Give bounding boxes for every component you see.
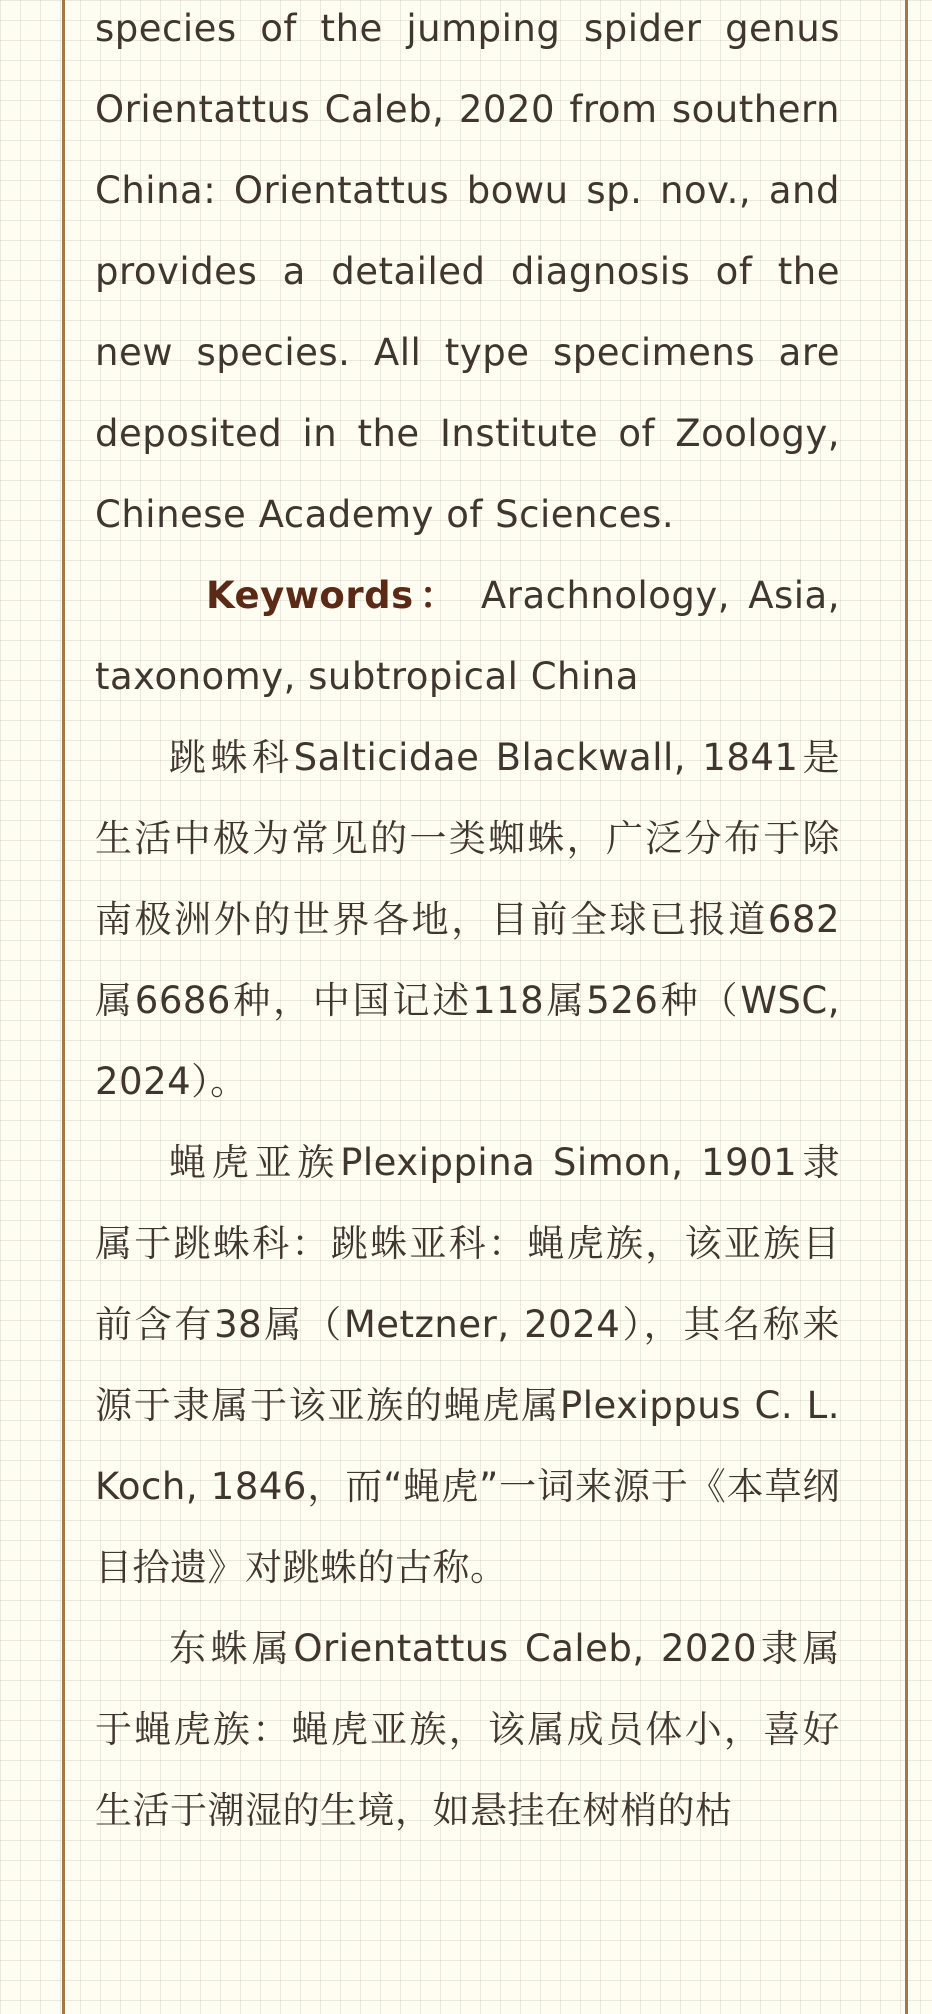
keywords-label: Keywords： (206, 574, 463, 617)
left-border-line (62, 0, 65, 2014)
keywords-paragraph (95, 555, 840, 717)
body-paragraph-orientattus: 东蛛属Orientattus Caleb, 2020隶属于蝇虎族：蝇虎亚族，该属成员体小，喜好生活于潮湿的生境，如悬挂在树梢的枯 (95, 1627, 840, 1832)
abstract-paragraph: species of the jumping spider genus Orientattus Caleb, 2020 from southern China: Orientattus bowu sp. nov., and provides a detailed diagnosis of the new species. All type specimens are deposited in the Institute of Zoology, Chinese Academy of Sciences. (95, 7, 840, 536)
article-body (95, 0, 840, 1851)
keywords-text: Arachnology, Asia, taxonomy, subtropical China (95, 574, 840, 698)
body-paragraph-plexippina: 蝇虎亚族Plexippina Simon, 1901隶属于跳蛛科：跳蛛亚科：蝇虎族，该亚族目前含有38属（Metzner, 2024），其名称来源于隶属于该亚族的蝇虎属Plexippus C. L. Koch, 1846，而“蝇虎”一词来源于《本草纲目拾遗》对跳蛛的古称。 (95, 1141, 840, 1589)
right-border-line (905, 0, 908, 2014)
body-paragraph-salticidae: 跳蛛科Salticidae Blackwall, 1841是生活中极为常见的一类蜘蛛，广泛分布于除南极洲外的世界各地，目前全球已报道682属6686种，中国记述118属526种（WSC, 2024）。 (95, 736, 840, 1103)
